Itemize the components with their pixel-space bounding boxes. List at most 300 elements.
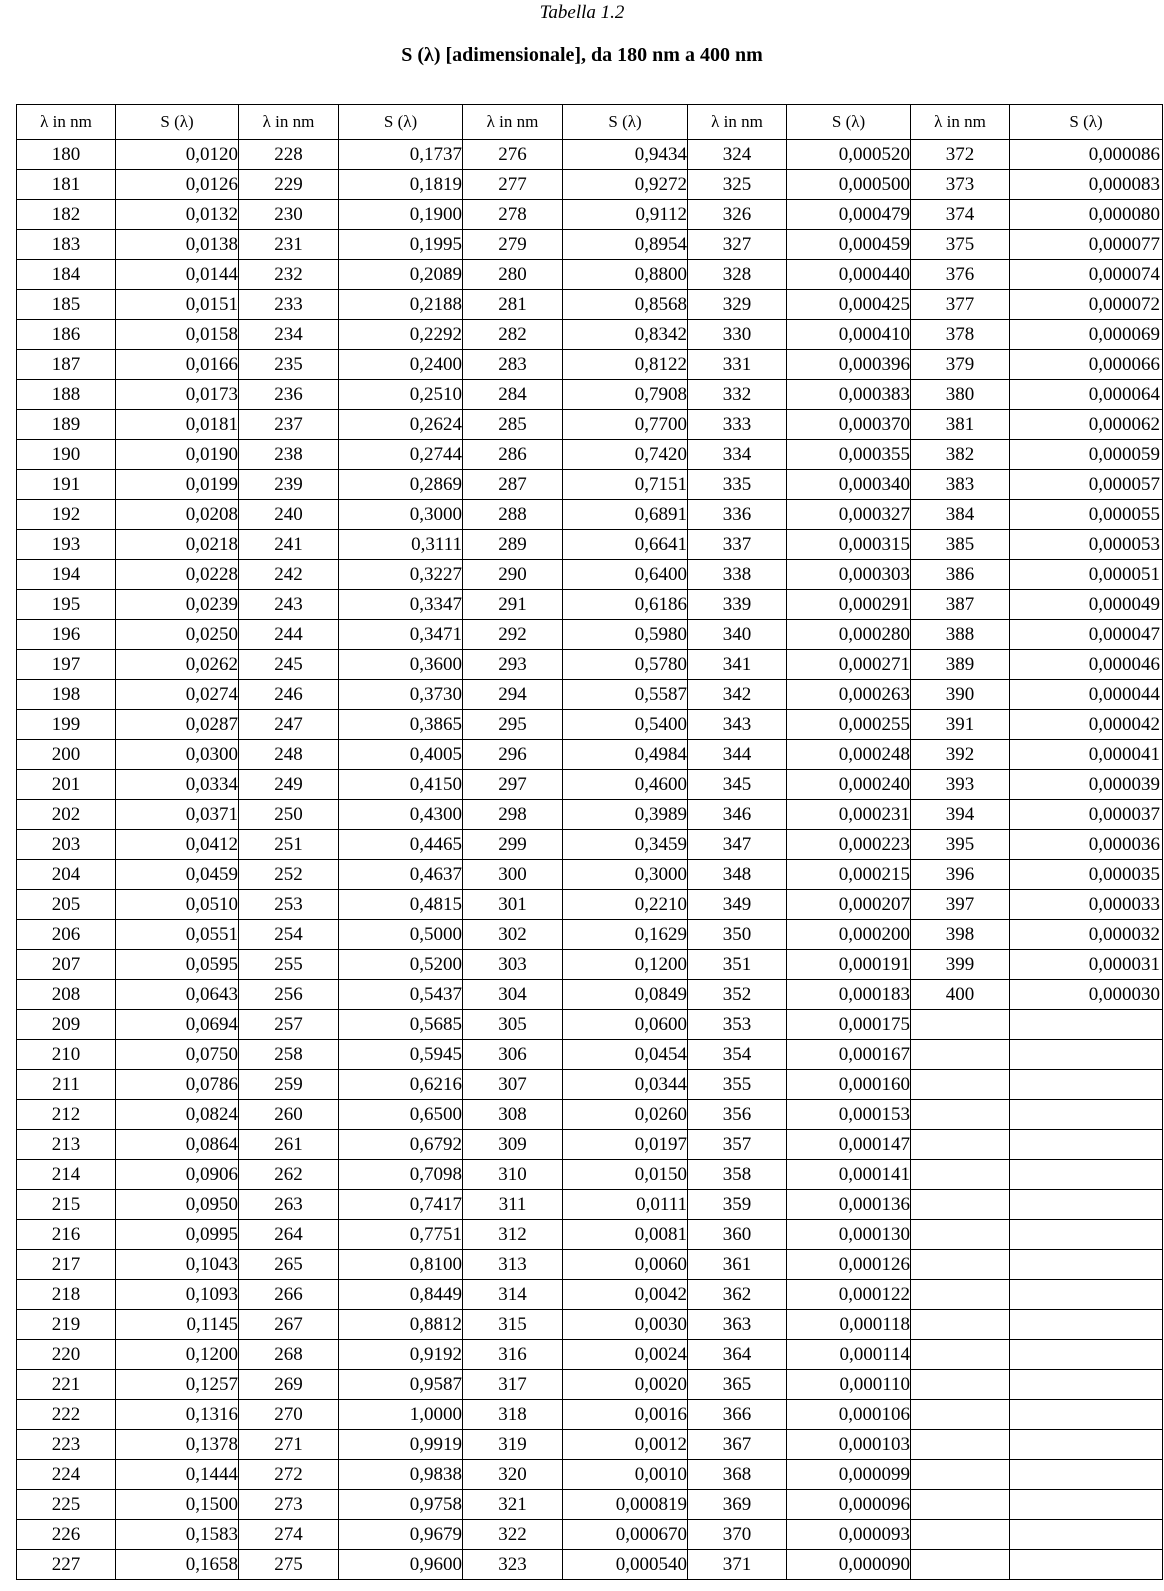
wavelength-cell: 297 [463, 770, 563, 800]
s-lambda-cell: 0,0181 [116, 410, 239, 440]
s-lambda-cell: 0,8812 [339, 1310, 463, 1340]
s-lambda-cell: 0,0260 [563, 1100, 688, 1130]
wavelength-cell: 304 [463, 980, 563, 1010]
s-lambda-cell: 0,7417 [339, 1190, 463, 1220]
wavelength-cell: 368 [688, 1460, 787, 1490]
table-row [17, 1310, 1163, 1340]
wavelength-cell: 284 [463, 380, 563, 410]
wavelength-cell: 353 [688, 1010, 787, 1040]
s-lambda-cell: 0,000046 [1010, 650, 1163, 680]
table-row [17, 890, 1163, 920]
wavelength-cell: 251 [239, 830, 339, 860]
s-lambda-cell: 0,1145 [116, 1310, 239, 1340]
s-lambda-cell: 0,0111 [563, 1190, 688, 1220]
table-row [17, 710, 1163, 740]
wavelength-cell: 336 [688, 500, 787, 530]
wavelength-cell: 386 [911, 560, 1010, 590]
s-lambda-cell: 0,0208 [116, 500, 239, 530]
s-lambda-cell: 0,0459 [116, 860, 239, 890]
table-row [17, 1280, 1163, 1310]
wavelength-cell: 290 [463, 560, 563, 590]
wavelength-cell: 346 [688, 800, 787, 830]
wavelength-cell: 266 [239, 1280, 339, 1310]
s-lambda-cell: 0,000041 [1010, 740, 1163, 770]
wavelength-cell [911, 1040, 1010, 1070]
wavelength-cell: 191 [17, 470, 116, 500]
s-lambda-cell: 0,1583 [116, 1520, 239, 1550]
wavelength-cell: 335 [688, 470, 787, 500]
table-row [17, 620, 1163, 650]
s-lambda-cell: 0,7098 [339, 1160, 463, 1190]
s-lambda-cell: 0,0197 [563, 1130, 688, 1160]
s-lambda-cell: 0,000066 [1010, 350, 1163, 380]
wavelength-cell: 383 [911, 470, 1010, 500]
wavelength-cell [911, 1430, 1010, 1460]
wavelength-cell: 307 [463, 1070, 563, 1100]
table-caption: Tabella 1.2 [539, 2, 625, 23]
wavelength-cell: 281 [463, 290, 563, 320]
wavelength-cell: 309 [463, 1130, 563, 1160]
wavelength-cell: 276 [463, 140, 563, 170]
s-lambda-cell [1010, 1160, 1163, 1190]
wavelength-cell: 227 [17, 1550, 116, 1580]
wavelength-cell: 220 [17, 1340, 116, 1370]
wavelength-cell: 350 [688, 920, 787, 950]
wavelength-cell: 398 [911, 920, 1010, 950]
s-lambda-cell: 0,0024 [563, 1340, 688, 1370]
s-lambda-cell: 0,000383 [787, 380, 911, 410]
wavelength-cell: 388 [911, 620, 1010, 650]
wavelength-cell: 258 [239, 1040, 339, 1070]
s-lambda-cell: 0,8800 [563, 260, 688, 290]
wavelength-cell: 237 [239, 410, 339, 440]
s-lambda-cell: 0,0012 [563, 1430, 688, 1460]
s-lambda-cell: 0,000215 [787, 860, 911, 890]
s-lambda-cell: 0,000340 [787, 470, 911, 500]
s-lambda-cell: 0,3000 [563, 860, 688, 890]
table-row [17, 1010, 1163, 1040]
wavelength-cell: 391 [911, 710, 1010, 740]
table-row [17, 1250, 1163, 1280]
wavelength-cell: 285 [463, 410, 563, 440]
s-lambda-cell [1010, 1100, 1163, 1130]
wavelength-cell: 287 [463, 470, 563, 500]
s-lambda-cell: 0,0287 [116, 710, 239, 740]
wavelength-cell: 387 [911, 590, 1010, 620]
s-lambda-cell: 0,4984 [563, 740, 688, 770]
table-row [17, 950, 1163, 980]
wavelength-cell: 382 [911, 440, 1010, 470]
s-lambda-cell: 0,0199 [116, 470, 239, 500]
s-lambda-cell: 0,5587 [563, 680, 688, 710]
table-row [17, 680, 1163, 710]
s-lambda-cell: 0,9838 [339, 1460, 463, 1490]
s-lambda-cell: 0,0060 [563, 1250, 688, 1280]
s-lambda-cell: 0,000147 [787, 1130, 911, 1160]
wavelength-cell: 186 [17, 320, 116, 350]
wavelength-cell: 315 [463, 1310, 563, 1340]
s-lambda-cell [1010, 1490, 1163, 1520]
table-row [17, 500, 1163, 530]
wavelength-cell: 323 [463, 1550, 563, 1580]
wavelength-cell: 370 [688, 1520, 787, 1550]
s-lambda-cell: 0,0158 [116, 320, 239, 350]
table-row [17, 320, 1163, 350]
header-s-lambda: S (λ) [787, 105, 911, 140]
wavelength-cell: 214 [17, 1160, 116, 1190]
s-lambda-cell: 0,1043 [116, 1250, 239, 1280]
s-lambda-cell: 0,0166 [116, 350, 239, 380]
s-lambda-cell: 0,7151 [563, 470, 688, 500]
wavelength-cell: 199 [17, 710, 116, 740]
s-lambda-cell: 0,0020 [563, 1370, 688, 1400]
wavelength-cell: 215 [17, 1190, 116, 1220]
wavelength-cell: 205 [17, 890, 116, 920]
s-lambda-cell: 0,8100 [339, 1250, 463, 1280]
s-lambda-cell: 0,000240 [787, 770, 911, 800]
wavelength-cell [911, 1160, 1010, 1190]
wavelength-cell: 359 [688, 1190, 787, 1220]
s-lambda-cell: 0,0412 [116, 830, 239, 860]
wavelength-cell: 233 [239, 290, 339, 320]
s-lambda-cell: 0,1257 [116, 1370, 239, 1400]
s-lambda-cell: 0,1658 [116, 1550, 239, 1580]
s-lambda-cell: 0,1378 [116, 1430, 239, 1460]
table-row [17, 170, 1163, 200]
s-lambda-cell: 0,000370 [787, 410, 911, 440]
wavelength-cell: 246 [239, 680, 339, 710]
table-row [17, 1100, 1163, 1130]
s-lambda-cell: 0,3471 [339, 620, 463, 650]
table-title: S (λ) [adimensionale], da 180 nm a 400 nm [401, 44, 763, 66]
s-lambda-cell: 0,0510 [116, 890, 239, 920]
s-lambda-cell: 0,000191 [787, 950, 911, 980]
wavelength-cell: 217 [17, 1250, 116, 1280]
s-lambda-cell: 0,3730 [339, 680, 463, 710]
s-lambda-cell: 0,000053 [1010, 530, 1163, 560]
s-lambda-cell: 0,0824 [116, 1100, 239, 1130]
wavelength-cell: 327 [688, 230, 787, 260]
wavelength-cell: 365 [688, 1370, 787, 1400]
wavelength-cell: 355 [688, 1070, 787, 1100]
wavelength-cell: 302 [463, 920, 563, 950]
wavelength-cell: 235 [239, 350, 339, 380]
s-lambda-cell: 0,8449 [339, 1280, 463, 1310]
wavelength-cell: 272 [239, 1460, 339, 1490]
s-lambda-cell: 0,6400 [563, 560, 688, 590]
wavelength-cell: 310 [463, 1160, 563, 1190]
wavelength-cell: 399 [911, 950, 1010, 980]
wavelength-cell [911, 1520, 1010, 1550]
s-lambda-cell: 0,000044 [1010, 680, 1163, 710]
s-lambda-cell: 0,8954 [563, 230, 688, 260]
wavelength-cell: 275 [239, 1550, 339, 1580]
table-header [17, 105, 1163, 140]
wavelength-cell: 351 [688, 950, 787, 980]
wavelength-cell: 286 [463, 440, 563, 470]
s-lambda-cell: 0,000083 [1010, 170, 1163, 200]
s-lambda-cell: 0,1200 [563, 950, 688, 980]
s-lambda-cell: 0,6186 [563, 590, 688, 620]
s-lambda-cell [1010, 1310, 1163, 1340]
s-lambda-cell: 0,1737 [339, 140, 463, 170]
s-lambda-cell: 0,000479 [787, 200, 911, 230]
table-row [17, 1550, 1163, 1580]
wavelength-cell: 211 [17, 1070, 116, 1100]
s-lambda-cell: 0,5945 [339, 1040, 463, 1070]
s-lambda-cell: 0,0300 [116, 740, 239, 770]
s-lambda-cell: 0,2400 [339, 350, 463, 380]
wavelength-cell: 201 [17, 770, 116, 800]
s-lambda-cell: 0,3227 [339, 560, 463, 590]
wavelength-cell: 190 [17, 440, 116, 470]
wavelength-cell [911, 1190, 1010, 1220]
wavelength-cell: 226 [17, 1520, 116, 1550]
s-lambda-cell: 0,000090 [787, 1550, 911, 1580]
s-lambda-cell: 0,000291 [787, 590, 911, 620]
s-lambda-cell [1010, 1130, 1163, 1160]
s-lambda-cell: 0,000670 [563, 1520, 688, 1550]
s-lambda-cell [1010, 1370, 1163, 1400]
wavelength-cell: 259 [239, 1070, 339, 1100]
wavelength-cell: 264 [239, 1220, 339, 1250]
s-lambda-cell: 0,000110 [787, 1370, 911, 1400]
s-lambda-cell: 0,0010 [563, 1460, 688, 1490]
s-lambda-cell: 0,9272 [563, 170, 688, 200]
s-lambda-cell: 0,000118 [787, 1310, 911, 1340]
wavelength-cell: 330 [688, 320, 787, 350]
header-row [17, 105, 1163, 140]
table-body [17, 140, 1163, 1580]
wavelength-cell: 366 [688, 1400, 787, 1430]
s-lambda-cell: 0,000303 [787, 560, 911, 590]
wavelength-cell [911, 1100, 1010, 1130]
s-lambda-cell: 0,5780 [563, 650, 688, 680]
wavelength-cell: 183 [17, 230, 116, 260]
s-lambda-cell: 1,0000 [339, 1400, 463, 1430]
wavelength-cell: 241 [239, 530, 339, 560]
wavelength-cell: 184 [17, 260, 116, 290]
wavelength-cell: 326 [688, 200, 787, 230]
wavelength-cell: 262 [239, 1160, 339, 1190]
wavelength-cell: 202 [17, 800, 116, 830]
header-wavelength: λ in nm [688, 105, 787, 140]
wavelength-cell [911, 1220, 1010, 1250]
s-lambda-cell: 0,3459 [563, 830, 688, 860]
wavelength-cell: 277 [463, 170, 563, 200]
wavelength-cell: 360 [688, 1220, 787, 1250]
s-lambda-cell: 0,000114 [787, 1340, 911, 1370]
wavelength-cell: 380 [911, 380, 1010, 410]
wavelength-cell: 324 [688, 140, 787, 170]
wavelength-cell: 394 [911, 800, 1010, 830]
s-lambda-cell: 0,0239 [116, 590, 239, 620]
s-lambda-cell: 0,0344 [563, 1070, 688, 1100]
s-lambda-cell: 0,0274 [116, 680, 239, 710]
s-lambda-cell: 0,000037 [1010, 800, 1163, 830]
table-row [17, 590, 1163, 620]
table-row [17, 440, 1163, 470]
s-lambda-cell: 0,0864 [116, 1130, 239, 1160]
wavelength-cell: 343 [688, 710, 787, 740]
wavelength-cell: 331 [688, 350, 787, 380]
s-lambda-cell: 0,000049 [1010, 590, 1163, 620]
s-lambda-cell: 0,0643 [116, 980, 239, 1010]
wavelength-cell: 212 [17, 1100, 116, 1130]
wavelength-cell: 392 [911, 740, 1010, 770]
wavelength-cell: 381 [911, 410, 1010, 440]
s-lambda-cell: 0,0551 [116, 920, 239, 950]
header-s-lambda: S (λ) [563, 105, 688, 140]
s-lambda-cell: 0,0600 [563, 1010, 688, 1040]
wavelength-cell: 187 [17, 350, 116, 380]
wavelength-cell: 358 [688, 1160, 787, 1190]
s-lambda-cell: 0,000042 [1010, 710, 1163, 740]
s-lambda-cell: 0,3600 [339, 650, 463, 680]
s-lambda-cell: 0,7751 [339, 1220, 463, 1250]
wavelength-cell: 255 [239, 950, 339, 980]
wavelength-cell [911, 1370, 1010, 1400]
wavelength-cell [911, 1400, 1010, 1430]
wavelength-cell: 245 [239, 650, 339, 680]
wavelength-cell: 374 [911, 200, 1010, 230]
s-lambda-cell: 0,000327 [787, 500, 911, 530]
wavelength-cell: 247 [239, 710, 339, 740]
s-lambda-cell: 0,000248 [787, 740, 911, 770]
table-row [17, 1430, 1163, 1460]
table-row [17, 350, 1163, 380]
wavelength-cell: 325 [688, 170, 787, 200]
wavelength-cell: 239 [239, 470, 339, 500]
wavelength-cell: 180 [17, 140, 116, 170]
s-lambda-cell: 0,0334 [116, 770, 239, 800]
s-lambda-cell: 0,6500 [339, 1100, 463, 1130]
wavelength-cell: 339 [688, 590, 787, 620]
wavelength-cell: 317 [463, 1370, 563, 1400]
s-lambda-cell: 0,6216 [339, 1070, 463, 1100]
wavelength-cell: 222 [17, 1400, 116, 1430]
wavelength-cell: 243 [239, 590, 339, 620]
wavelength-cell: 298 [463, 800, 563, 830]
table-row [17, 1220, 1163, 1250]
s-lambda-cell: 0,000819 [563, 1490, 688, 1520]
table-row [17, 260, 1163, 290]
s-lambda-cell: 0,9919 [339, 1430, 463, 1460]
s-lambda-cell: 0,000223 [787, 830, 911, 860]
wavelength-cell: 263 [239, 1190, 339, 1220]
s-lambda-cell: 0,000540 [563, 1550, 688, 1580]
wavelength-cell: 256 [239, 980, 339, 1010]
table-row [17, 1340, 1163, 1370]
wavelength-cell: 271 [239, 1430, 339, 1460]
s-lambda-cell: 0,0173 [116, 380, 239, 410]
wavelength-cell: 254 [239, 920, 339, 950]
table-row [17, 1490, 1163, 1520]
s-lambda-cell: 0,2210 [563, 890, 688, 920]
s-lambda-cell: 0,000039 [1010, 770, 1163, 800]
s-lambda-cell: 0,7908 [563, 380, 688, 410]
wavelength-cell: 193 [17, 530, 116, 560]
wavelength-cell: 282 [463, 320, 563, 350]
table-row [17, 1370, 1163, 1400]
wavelength-cell: 306 [463, 1040, 563, 1070]
wavelength-cell [911, 1340, 1010, 1370]
wavelength-cell: 371 [688, 1550, 787, 1580]
s-lambda-cell: 0,0995 [116, 1220, 239, 1250]
s-lambda-cell: 0,0030 [563, 1310, 688, 1340]
s-lambda-cell: 0,5685 [339, 1010, 463, 1040]
s-lambda-cell: 0,0595 [116, 950, 239, 980]
wavelength-cell: 249 [239, 770, 339, 800]
wavelength-cell: 337 [688, 530, 787, 560]
wavelength-cell [911, 1130, 1010, 1160]
wavelength-cell: 185 [17, 290, 116, 320]
wavelength-cell: 207 [17, 950, 116, 980]
wavelength-cell: 363 [688, 1310, 787, 1340]
wavelength-cell: 344 [688, 740, 787, 770]
s-lambda-cell: 0,000271 [787, 650, 911, 680]
table-row [17, 980, 1163, 1010]
s-lambda-cell: 0,0126 [116, 170, 239, 200]
s-lambda-cell: 0,9600 [339, 1550, 463, 1580]
s-lambda-cell [1010, 1010, 1163, 1040]
s-lambda-cell [1010, 1430, 1163, 1460]
wavelength-cell [911, 1280, 1010, 1310]
s-lambda-cell: 0,000520 [787, 140, 911, 170]
wavelength-cell: 313 [463, 1250, 563, 1280]
s-lambda-cell: 0,0144 [116, 260, 239, 290]
wavelength-cell: 340 [688, 620, 787, 650]
s-lambda-cell: 0,0190 [116, 440, 239, 470]
s-lambda-cell: 0,000255 [787, 710, 911, 740]
s-lambda-cell: 0,4005 [339, 740, 463, 770]
wavelength-cell: 270 [239, 1400, 339, 1430]
wavelength-cell: 257 [239, 1010, 339, 1040]
s-lambda-cell: 0,000055 [1010, 500, 1163, 530]
wavelength-cell: 206 [17, 920, 116, 950]
s-lambda-cell: 0,000126 [787, 1250, 911, 1280]
s-lambda-cell: 0,0132 [116, 200, 239, 230]
wavelength-cell: 208 [17, 980, 116, 1010]
wavelength-cell: 397 [911, 890, 1010, 920]
s-lambda-cell: 0,4815 [339, 890, 463, 920]
s-lambda-cell [1010, 1040, 1163, 1070]
s-lambda-cell: 0,000153 [787, 1100, 911, 1130]
table-row [17, 830, 1163, 860]
s-lambda-cell: 0,2510 [339, 380, 463, 410]
s-lambda-cell: 0,000315 [787, 530, 911, 560]
wavelength-cell: 316 [463, 1340, 563, 1370]
wavelength-cell: 181 [17, 170, 116, 200]
wavelength-cell: 361 [688, 1250, 787, 1280]
wavelength-cell: 354 [688, 1040, 787, 1070]
wavelength-cell: 348 [688, 860, 787, 890]
wavelength-cell: 296 [463, 740, 563, 770]
wavelength-cell: 320 [463, 1460, 563, 1490]
s-lambda-cell: 0,000086 [1010, 140, 1163, 170]
s-lambda-cell: 0,000459 [787, 230, 911, 260]
wavelength-cell: 295 [463, 710, 563, 740]
s-lambda-cell: 0,000103 [787, 1430, 911, 1460]
wavelength-cell: 301 [463, 890, 563, 920]
s-lambda-cell: 0,6891 [563, 500, 688, 530]
wavelength-cell: 253 [239, 890, 339, 920]
s-lambda-cell: 0,0906 [116, 1160, 239, 1190]
s-lambda-cell: 0,2869 [339, 470, 463, 500]
s-lambda-cell: 0,1995 [339, 230, 463, 260]
s-lambda-cell: 0,4300 [339, 800, 463, 830]
wavelength-cell: 293 [463, 650, 563, 680]
